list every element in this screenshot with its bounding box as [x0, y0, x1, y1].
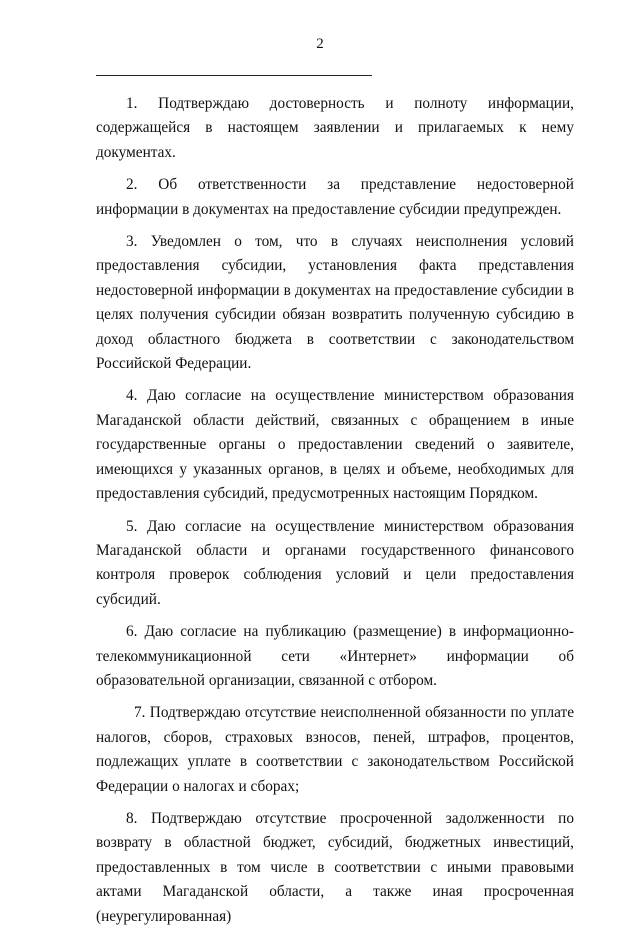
paragraph-6: 6. Даю согласие на публикацию (размещение) в информационно-телекоммуникационной сети «Интернет» информации об образовательной организации, связанной с отбором.	[96, 623, 574, 689]
document-body	[96, 92, 574, 929]
page-number: 2	[316, 36, 324, 52]
paragraph-1: 1. Подтверждаю достоверность и полноту информации, содержащейся в настоящем заявлении и прилагаемых к нему документах.	[96, 95, 574, 161]
paragraph-5: 5. Даю согласие на осуществление министерством образования Магаданской области и органами государственного финансового контроля проверок соблюдения условий и цели предоставления субсидий.	[96, 517, 574, 608]
paragraph-7: 7. Подтверждаю отсутствие неисполненной обязанности по уплате налогов, сборов, страховых взносов, пеней, штрафов, процентов, подлежащих уплате в соответствии с законодательством Российской Федерации о налогах и сборах;	[96, 704, 574, 795]
paragraph-2: 2. Об ответственности за представление недостоверной информации в документах на предоставление субсидии предупрежден.	[96, 176, 574, 218]
paragraph-3: 3. Уведомлен о том, что в случаях неисполнения условий предоставления субсидии, установления факта представления недостоверной информации в документах на предоставление субсидии в целях получения субсидии обязан возвратить полученную субсидию в доход областного бюджета в соответствии с законодательством Российской Федерации.	[96, 233, 574, 373]
paragraph-4: 4. Даю согласие на осуществление министерством образования Магаданской области действий, связанных с обращением в иные государственные органы о предоставлении сведений о заявителе, имеющихся у указанных органов, в целях и объеме, необходимых для предоставления субсидий, предусмотренных настоящим Порядком.	[96, 387, 574, 503]
header-divider	[96, 75, 372, 76]
paragraph-8: 8. Подтверждаю отсутствие просроченной задолженности по возврату в областной бюджет, субсидий, бюджетных инвестиций, предоставленных в том числе в соответствии с иными правовыми актами Магаданской области, а также иная просроченная (неурегулированная)	[96, 809, 574, 925]
